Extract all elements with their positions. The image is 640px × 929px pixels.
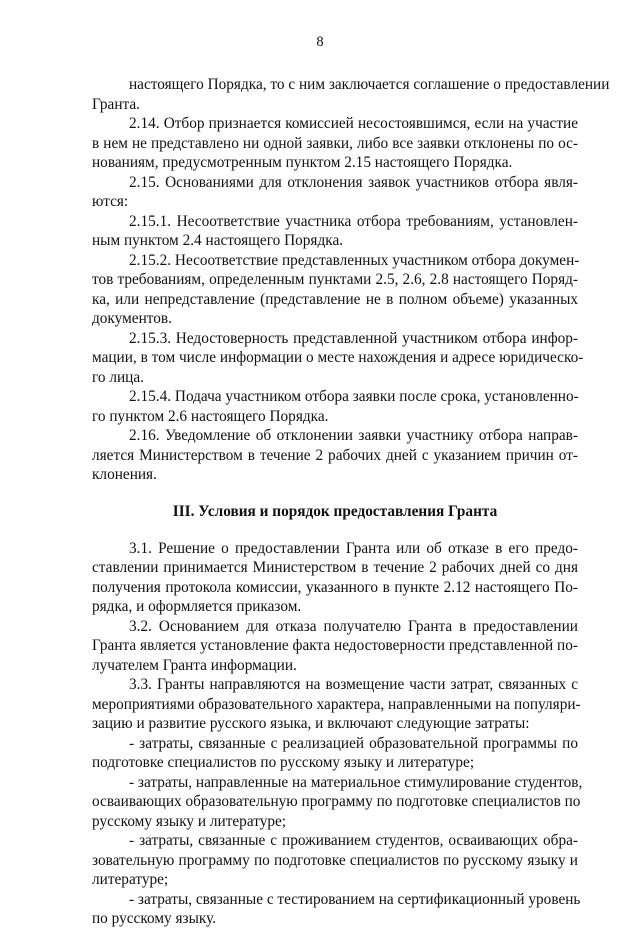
text-line: ка, или непредставление (представление не в полном объеме) указанных	[92, 290, 578, 308]
text-line: 3.2. Основанием для отказа получателю Гранта в предоставлении	[129, 617, 578, 635]
text-line: - затраты, связанные с проживанием студентов, осваивающих обра-	[129, 832, 578, 849]
text-line: подготовке специалистов по русскому языку и литературе;	[92, 754, 475, 771]
text-line: 2.15.1. Несоответствие участника отбора требованиям, установлен-	[129, 212, 578, 230]
text-line: - затраты, направленные на материальное стимулирование студентов,	[129, 773, 583, 791]
text-line: осваивающих образовательную программу по подготовке специалистов по	[92, 793, 581, 810]
text-line: рядка, и оформляется приказом.	[92, 598, 302, 615]
text-line: русскому языку и литературе;	[92, 812, 287, 830]
paragraph	[92, 173, 578, 212]
text-line: 3.3. Гранты направляются на возмещение части затрат, связанных с	[129, 676, 578, 693]
text-line: мероприятиями образовательного характера, направленными на популяри-	[92, 695, 581, 713]
text-line: лучателем Гранта информации.	[92, 656, 297, 674]
paragraph	[92, 831, 578, 890]
paragraph	[92, 387, 578, 426]
text-line: клонения.	[92, 466, 157, 483]
text-line: го лица.	[92, 368, 144, 386]
paragraph	[92, 426, 578, 485]
text-line: литературе;	[92, 871, 169, 888]
document-body	[92, 75, 610, 929]
text-line: 2.14. Отбор признается комиссией несостоявшимся, если на участие	[129, 115, 578, 132]
text-line: документов.	[92, 310, 172, 327]
text-line: нованиям, предусмотренным пунктом 2.15 настоящего Порядка.	[92, 154, 513, 171]
paragraph	[92, 75, 610, 114]
text-line: Гранта.	[92, 95, 140, 113]
text-line: по русскому языку.	[92, 910, 217, 927]
text-line: - затраты, связанные с тестированием на сертификационный уровень	[129, 890, 581, 908]
text-line: 2.15. Основаниями для отклонения заявок участников отбора явля-	[129, 173, 578, 191]
text-line: - затраты, связанные с реализацией образовательной программы по	[129, 734, 578, 752]
text-line: ются:	[92, 193, 129, 210]
text-line: тов требованиям, определенным пунктами 2.5, 2.6, 2.8 настоящего Поряд-	[92, 271, 578, 288]
paragraph	[92, 890, 581, 929]
text-line: ставлении принимается Министерством в течение 2 рабочих дней со дня	[92, 559, 578, 576]
paragraph	[92, 329, 584, 388]
text-line: го пунктом 2.6 настоящего Порядка.	[92, 407, 329, 425]
text-line: получения протокола комиссии, указанного в пункте 2.12 настоящего По-	[92, 578, 578, 596]
text-line: 2.15.3. Недостоверность представленной участником отбора инфор-	[129, 329, 578, 347]
paragraph	[92, 617, 578, 676]
text-line: мации, в том числе информации о месте нахождения и адресе юридическо-	[92, 349, 584, 366]
text-line: Гранта является установление факта недостоверности представленной по-	[92, 637, 578, 654]
section-heading: III. Условия и порядок предоставления Гранта	[172, 502, 498, 520]
text-line: 2.15.4. Подача участником отбора заявки после срока, установленно-	[129, 388, 579, 405]
paragraph	[92, 734, 578, 773]
text-line: 2.15.2. Несоответствие представленных участником отбора докумен-	[129, 251, 580, 269]
text-line: зовательную программу по подготовке специалистов по русскому языку и	[92, 851, 578, 869]
text-line: настоящего Порядка, то с ним заключается соглашение о предоставлении	[129, 76, 610, 93]
text-line: 3.1. Решение о предоставлении Гранта или об отказе в его предо-	[129, 539, 578, 557]
page-number: 8	[316, 34, 324, 50]
text-line: зацию и развитие русского языка, и включают следующие затраты:	[92, 715, 530, 732]
paragraph	[92, 251, 578, 329]
paragraph	[92, 114, 578, 173]
text-line: ным пунктом 2.4 настоящего Порядка.	[92, 232, 344, 249]
paragraph	[92, 539, 578, 617]
paragraph	[92, 773, 583, 832]
text-line: ляется Министерством в течение 2 рабочих дней с указанием причин от-	[92, 446, 578, 464]
paragraph	[92, 675, 581, 734]
paragraph	[92, 212, 578, 251]
text-line: 2.16. Уведомление об отклонении заявки участнику отбора направ-	[129, 427, 578, 444]
text-line: в нем не представлено ни одной заявки, либо все заявки отклонены по ос-	[92, 134, 578, 152]
